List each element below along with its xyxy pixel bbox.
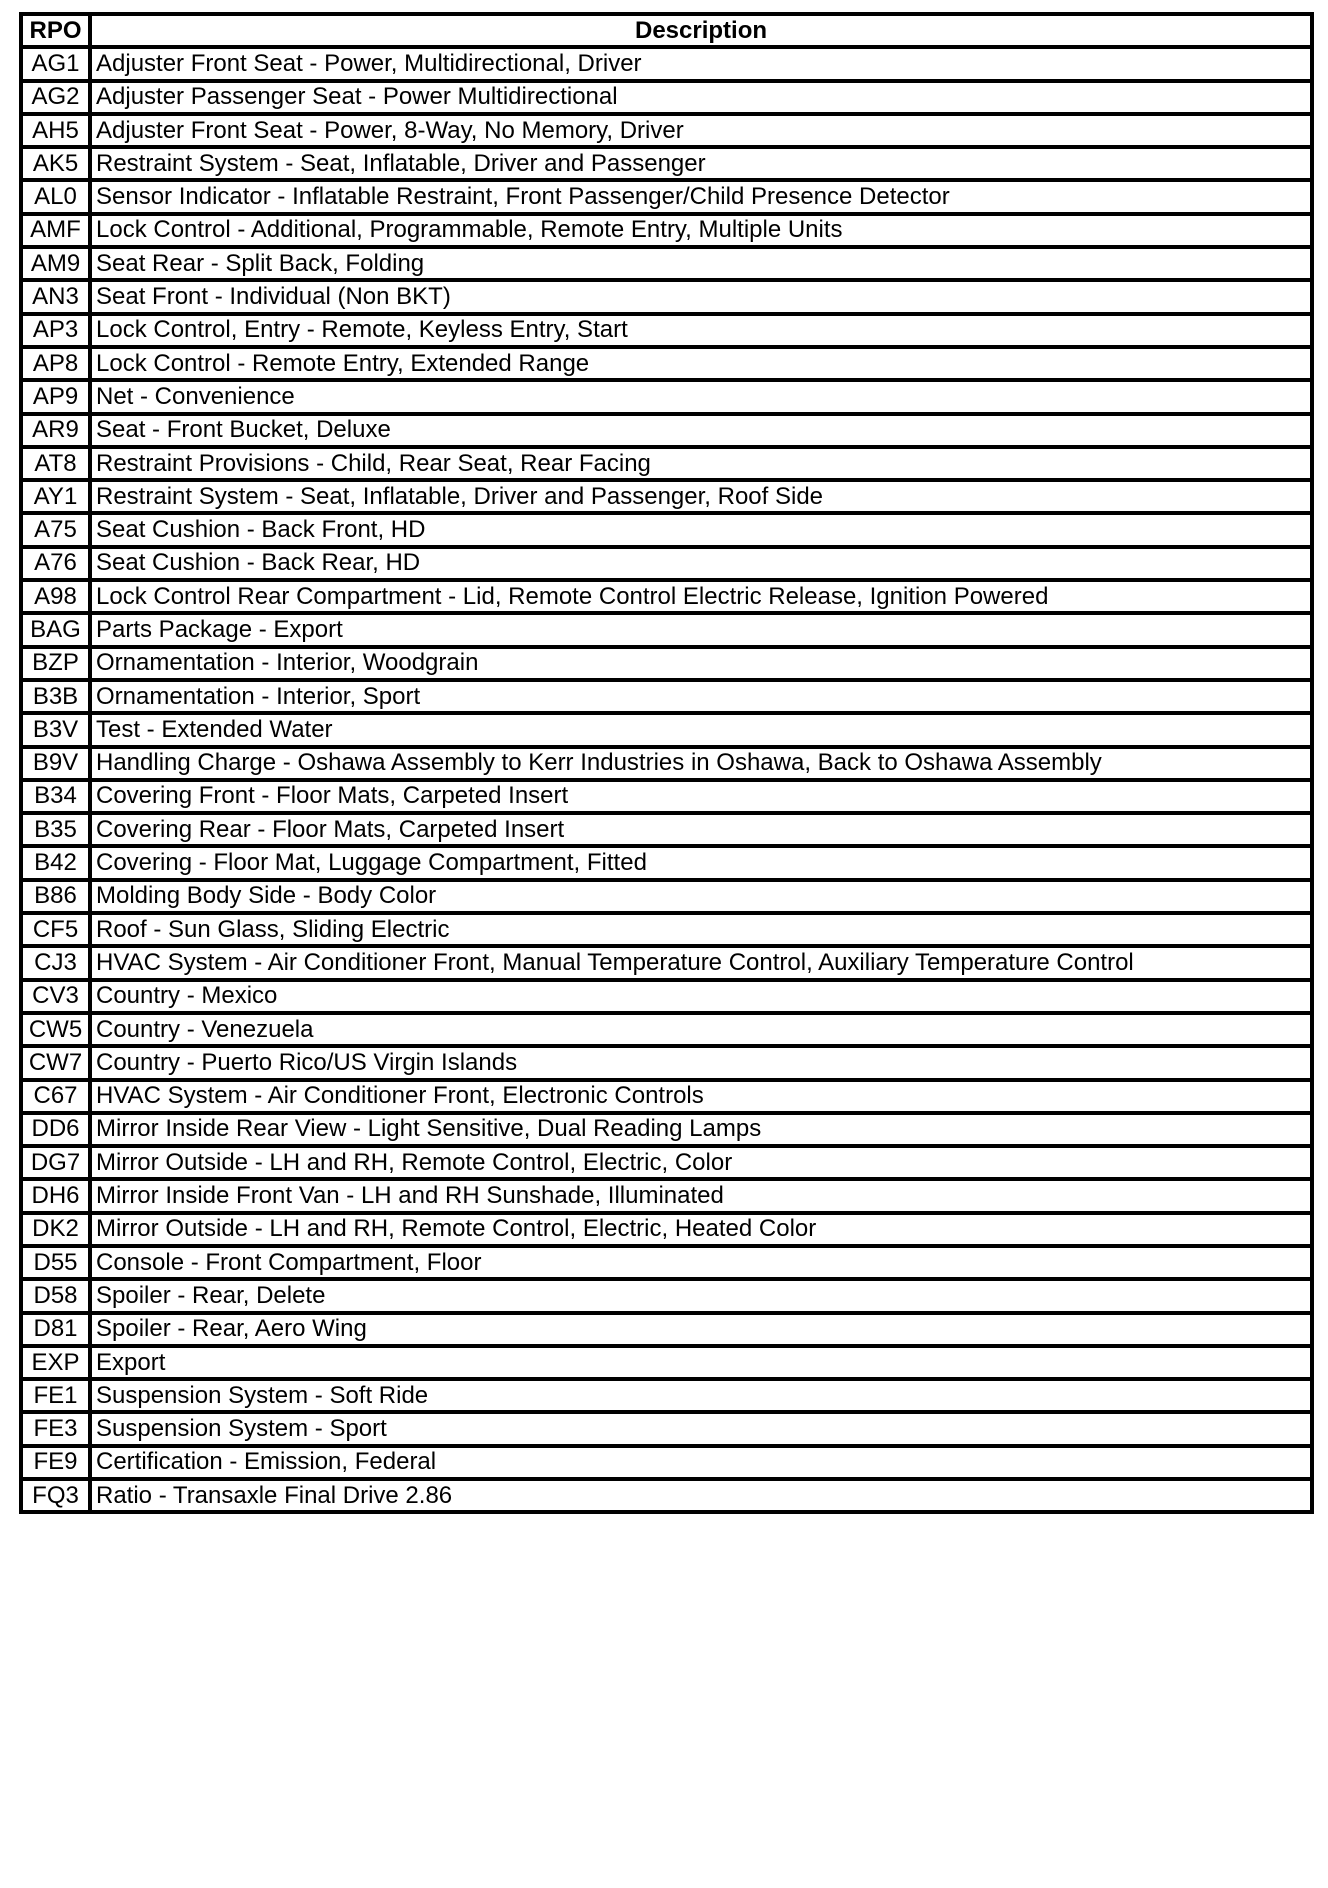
description-cell: Certification - Emission, Federal: [90, 1446, 1312, 1479]
table-row: [21, 780, 1312, 813]
rpo-code-cell: FE9: [21, 1446, 90, 1479]
description-cell: Seat Rear - Split Back, Folding: [90, 247, 1312, 280]
description-cell: Lock Control - Additional, Programmable, Remote Entry, Multiple Units: [90, 214, 1312, 247]
rpo-code-cell: AM9: [21, 247, 90, 280]
description-cell: Suspension System - Sport: [90, 1412, 1312, 1445]
description-cell: Lock Control - Remote Entry, Extended Range: [90, 347, 1312, 380]
rpo-code-cell: D58: [21, 1279, 90, 1312]
rpo-code-cell: AP3: [21, 314, 90, 347]
rpo-code-cell: AP8: [21, 347, 90, 380]
table-row: [21, 1279, 1312, 1312]
rpo-code-cell: CW5: [21, 1013, 90, 1046]
table-header: [21, 14, 1312, 47]
table-row: [21, 513, 1312, 546]
description-cell: Lock Control, Entry - Remote, Keyless Entry, Start: [90, 314, 1312, 347]
description-cell: Seat Cushion - Back Front, HD: [90, 513, 1312, 546]
rpo-code-cell: A98: [21, 580, 90, 613]
rpo-code-cell: B42: [21, 846, 90, 879]
description-cell: Seat Cushion - Back Rear, HD: [90, 547, 1312, 580]
description-cell: Ratio - Transaxle Final Drive 2.86: [90, 1479, 1312, 1512]
rpo-code-cell: D55: [21, 1246, 90, 1279]
rpo-code-cell: FE3: [21, 1412, 90, 1445]
description-cell: Ornamentation - Interior, Sport: [90, 680, 1312, 713]
rpo-code-cell: CV3: [21, 980, 90, 1013]
table-row: [21, 114, 1312, 147]
description-cell: Test - Extended Water: [90, 713, 1312, 746]
table-row: [21, 980, 1312, 1013]
description-cell: Covering - Floor Mat, Luggage Compartment, Fitted: [90, 846, 1312, 879]
table-row: [21, 913, 1312, 946]
description-cell: Covering Front - Floor Mats, Carpeted Insert: [90, 780, 1312, 813]
rpo-code-cell: EXP: [21, 1346, 90, 1379]
rpo-code-cell: AR9: [21, 414, 90, 447]
rpo-code-cell: CF5: [21, 913, 90, 946]
description-cell: Adjuster Front Seat - Power, 8-Way, No Memory, Driver: [90, 114, 1312, 147]
description-cell: Roof - Sun Glass, Sliding Electric: [90, 913, 1312, 946]
rpo-code-cell: BAG: [21, 613, 90, 646]
rpo-code-cell: AN3: [21, 280, 90, 313]
table-row: [21, 247, 1312, 280]
description-cell: Adjuster Front Seat - Power, Multidirectional, Driver: [90, 47, 1312, 80]
description-cell: Restraint System - Seat, Inflatable, Driver and Passenger: [90, 147, 1312, 180]
rpo-table: [19, 12, 1314, 1514]
description-cell: Handling Charge - Oshawa Assembly to Kerr Industries in Oshawa, Back to Oshawa Assembly: [90, 747, 1312, 780]
description-cell: Country - Venezuela: [90, 1013, 1312, 1046]
table-row: [21, 713, 1312, 746]
description-cell: Restraint Provisions - Child, Rear Seat, Rear Facing: [90, 447, 1312, 480]
table-row: [21, 880, 1312, 913]
table-row: [21, 1446, 1312, 1479]
rpo-code-cell: DG7: [21, 1146, 90, 1179]
description-cell: Parts Package - Export: [90, 613, 1312, 646]
table-row: [21, 680, 1312, 713]
table-row: [21, 214, 1312, 247]
description-cell: HVAC System - Air Conditioner Front, Manual Temperature Control, Auxiliary Temperature Control: [90, 946, 1312, 979]
rpo-code-cell: FQ3: [21, 1479, 90, 1512]
description-cell: Sensor Indicator - Inflatable Restraint, Front Passenger/Child Presence Detector: [90, 180, 1312, 213]
rpo-code-cell: FE1: [21, 1379, 90, 1412]
rpo-code-cell: AG1: [21, 47, 90, 80]
table-row: [21, 414, 1312, 447]
description-cell: Console - Front Compartment, Floor: [90, 1246, 1312, 1279]
rpo-code-cell: B3V: [21, 713, 90, 746]
rpo-code-cell: BZP: [21, 647, 90, 680]
rpo-code-cell: CW7: [21, 1046, 90, 1079]
table-row: [21, 647, 1312, 680]
table-row: [21, 47, 1312, 80]
table-row: [21, 1146, 1312, 1179]
description-cell: Mirror Inside Front Van - LH and RH Sunshade, Illuminated: [90, 1179, 1312, 1212]
table-row: [21, 580, 1312, 613]
table-row: [21, 547, 1312, 580]
rpo-code-cell: AK5: [21, 147, 90, 180]
table-row: [21, 1479, 1312, 1512]
rpo-code-cell: AG2: [21, 81, 90, 114]
description-cell: Molding Body Side - Body Color: [90, 880, 1312, 913]
table-row: [21, 314, 1312, 347]
rpo-code-cell: B3B: [21, 680, 90, 713]
table-body: [21, 47, 1312, 1512]
description-cell: Covering Rear - Floor Mats, Carpeted Insert: [90, 813, 1312, 846]
description-cell: Net - Convenience: [90, 380, 1312, 413]
rpo-code-cell: DD6: [21, 1113, 90, 1146]
rpo-code-cell: A75: [21, 513, 90, 546]
rpo-code-cell: AY1: [21, 480, 90, 513]
rpo-code-cell: A76: [21, 547, 90, 580]
rpo-code-cell: AH5: [21, 114, 90, 147]
description-cell: Spoiler - Rear, Aero Wing: [90, 1313, 1312, 1346]
description-cell: Mirror Outside - LH and RH, Remote Control, Electric, Color: [90, 1146, 1312, 1179]
table-row: [21, 1080, 1312, 1113]
rpo-code-cell: D81: [21, 1313, 90, 1346]
description-cell: HVAC System - Air Conditioner Front, Electronic Controls: [90, 1080, 1312, 1113]
table-row: [21, 813, 1312, 846]
rpo-code-cell: B35: [21, 813, 90, 846]
table-row: [21, 1213, 1312, 1246]
table-row: [21, 380, 1312, 413]
table-row: [21, 1046, 1312, 1079]
table-row: [21, 347, 1312, 380]
description-cell: Seat - Front Bucket, Deluxe: [90, 414, 1312, 447]
table-row: [21, 480, 1312, 513]
table-row: [21, 1246, 1312, 1279]
rpo-code-cell: AMF: [21, 214, 90, 247]
description-cell: Country - Mexico: [90, 980, 1312, 1013]
table-row: [21, 946, 1312, 979]
header-description: Description: [90, 14, 1312, 47]
table-row: [21, 1412, 1312, 1445]
table-row: [21, 1113, 1312, 1146]
table-row: [21, 1013, 1312, 1046]
description-cell: Suspension System - Soft Ride: [90, 1379, 1312, 1412]
description-cell: Seat Front - Individual (Non BKT): [90, 280, 1312, 313]
description-cell: Adjuster Passenger Seat - Power Multidirectional: [90, 81, 1312, 114]
rpo-code-cell: DH6: [21, 1179, 90, 1212]
description-cell: Export: [90, 1346, 1312, 1379]
rpo-code-cell: AT8: [21, 447, 90, 480]
table-row: [21, 747, 1312, 780]
rpo-code-cell: C67: [21, 1080, 90, 1113]
table-row: [21, 447, 1312, 480]
table-row: [21, 1313, 1312, 1346]
rpo-code-cell: AL0: [21, 180, 90, 213]
rpo-code-cell: AP9: [21, 380, 90, 413]
description-cell: Restraint System - Seat, Inflatable, Driver and Passenger, Roof Side: [90, 480, 1312, 513]
description-cell: Mirror Outside - LH and RH, Remote Control, Electric, Heated Color: [90, 1213, 1312, 1246]
description-cell: Spoiler - Rear, Delete: [90, 1279, 1312, 1312]
rpo-code-cell: B34: [21, 780, 90, 813]
table-row: [21, 1346, 1312, 1379]
rpo-code-cell: CJ3: [21, 946, 90, 979]
rpo-code-cell: B86: [21, 880, 90, 913]
table-row: [21, 180, 1312, 213]
table-row: [21, 280, 1312, 313]
header-row: [21, 14, 1312, 47]
description-cell: Country - Puerto Rico/US Virgin Islands: [90, 1046, 1312, 1079]
table-row: [21, 81, 1312, 114]
description-cell: Lock Control Rear Compartment - Lid, Remote Control Electric Release, Ignition Powered: [90, 580, 1312, 613]
table-row: [21, 1179, 1312, 1212]
table-row: [21, 846, 1312, 879]
table-row: [21, 613, 1312, 646]
header-rpo: RPO: [21, 14, 90, 47]
table-row: [21, 147, 1312, 180]
rpo-code-cell: B9V: [21, 747, 90, 780]
description-cell: Ornamentation - Interior, Woodgrain: [90, 647, 1312, 680]
description-cell: Mirror Inside Rear View - Light Sensitive, Dual Reading Lamps: [90, 1113, 1312, 1146]
table-row: [21, 1379, 1312, 1412]
rpo-code-cell: DK2: [21, 1213, 90, 1246]
